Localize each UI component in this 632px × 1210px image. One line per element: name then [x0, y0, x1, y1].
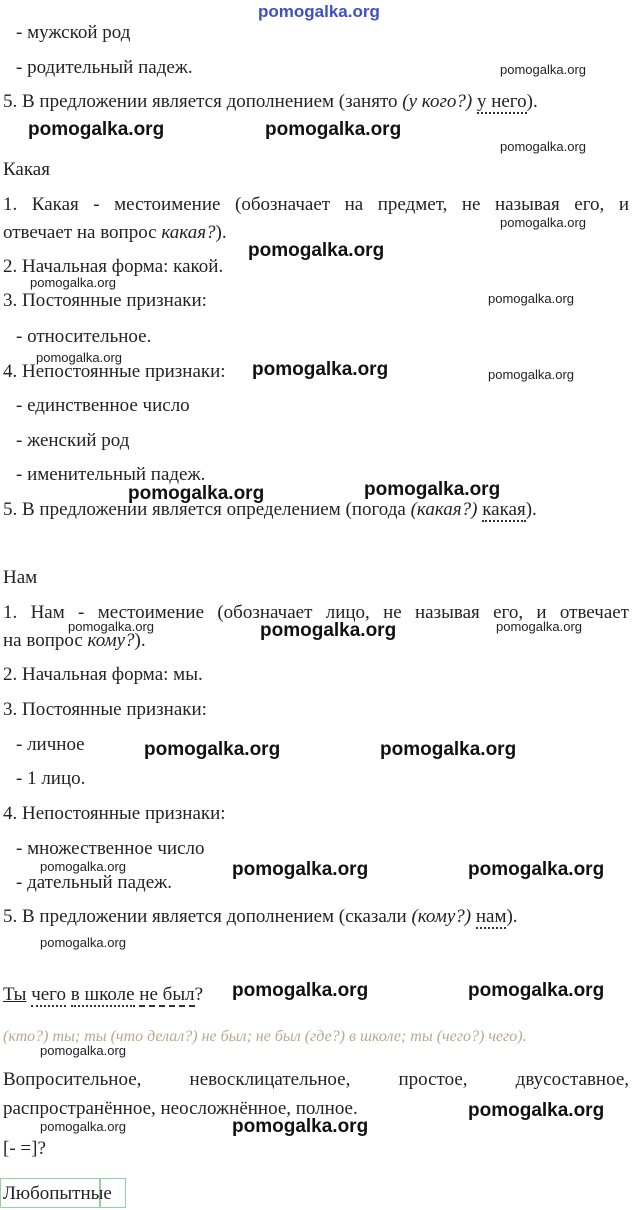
watermark: pomogalka.org	[36, 350, 122, 365]
kakaya-item4-1: - единственное число	[16, 395, 190, 416]
case-line: - родительный падеж.	[16, 57, 193, 78]
watermark-top: pomogalka.org	[258, 2, 380, 21]
watermark: pomogalka.org	[500, 215, 586, 230]
kakaya-item5: 5. В предложении является определением (погода (какая?) какая).	[3, 499, 537, 520]
heading-kakaya: Какая	[3, 159, 50, 180]
watermark: pomogalka.org	[265, 119, 402, 140]
kakaya-item3-1: - относительное.	[16, 326, 152, 347]
watermark: pomogalka.org	[500, 62, 586, 77]
sentence-desc-a: Вопросительное, невосклицательное, простое, двусоставное,	[3, 1069, 629, 1090]
sentence-desc-b: распространённое, неосложнённое, полное.	[3, 1098, 358, 1119]
nam-item3: 3. Постоянные признаки:	[3, 699, 207, 720]
prev-item5: 5. В предложении является дополнением (занято (у кого?) у него).	[3, 91, 538, 112]
nam-item4-2: - дательный падеж.	[16, 872, 172, 893]
nam-item3-2: - 1 лицо.	[16, 768, 86, 789]
kakaya-item1b: отвечает на вопрос какая?).	[3, 222, 227, 243]
watermark: pomogalka.org	[364, 479, 501, 500]
watermark: pomogalka.org	[260, 620, 397, 641]
watermark: pomogalka.org	[232, 980, 369, 1001]
watermark: pomogalka.org	[40, 935, 126, 950]
watermark: pomogalka.org	[468, 1100, 605, 1121]
watermark: pomogalka.org	[232, 1116, 369, 1137]
next-word: Любопытные	[3, 1183, 112, 1204]
nam-item1b: на вопрос кому?).	[3, 630, 146, 651]
watermark: pomogalka.org	[488, 367, 574, 382]
watermark: pomogalka.org	[30, 275, 116, 290]
kakaya-item3: 3. Постоянные признаки:	[3, 290, 207, 311]
kakaya-item4: 4. Непостоянные признаки:	[3, 361, 226, 382]
watermark: pomogalka.org	[468, 980, 605, 1001]
gender-line: - мужской род	[16, 22, 131, 43]
nam-item3-1: - личное	[16, 734, 85, 755]
watermark: pomogalka.org	[144, 739, 281, 760]
heading-nam: Нам	[3, 567, 38, 588]
nam-item2: 2. Начальная форма: мы.	[3, 664, 203, 685]
sentence-parse: (кто?) ты; ты (что делал?) не был; не был (где?) в школе; ты (чего?) чего).	[3, 1028, 527, 1045]
sentence-line: Ты чего в школе не был?	[3, 984, 203, 1005]
watermark: pomogalka.org	[488, 291, 574, 306]
nam-item4-1: - множественное число	[16, 838, 205, 859]
watermark: pomogalka.org	[28, 119, 165, 140]
watermark: pomogalka.org	[40, 859, 126, 874]
watermark: pomogalka.org	[380, 739, 517, 760]
watermark: pomogalka.org	[252, 359, 389, 380]
watermark: pomogalka.org	[500, 139, 586, 154]
watermark: pomogalka.org	[68, 619, 154, 634]
watermark: pomogalka.org	[468, 859, 605, 880]
watermark: pomogalka.org	[128, 483, 265, 504]
kakaya-item1a: 1. Какая - местоимение (обозначает на предмет, не называя его, и	[3, 194, 629, 215]
watermark: pomogalka.org	[232, 859, 369, 880]
kakaya-item4-2: - женский род	[16, 430, 130, 451]
kakaya-item4-3: - именительный падеж.	[16, 464, 206, 485]
kakaya-item2: 2. Начальная форма: какой.	[3, 256, 224, 277]
watermark: pomogalka.org	[40, 1043, 126, 1058]
nam-item4: 4. Непостоянные признаки:	[3, 803, 226, 824]
sentence-scheme: [- =]?	[3, 1138, 46, 1159]
nam-item1a: 1. Нам - местоимение (обозначает лицо, не называя его, и отвечает	[3, 602, 629, 623]
watermark: pomogalka.org	[496, 619, 582, 634]
nam-item5: 5. В предложении является дополнением (сказали (кому?) нам).	[3, 906, 518, 927]
watermark: pomogalka.org	[40, 1119, 126, 1134]
watermark: pomogalka.org	[248, 240, 385, 261]
